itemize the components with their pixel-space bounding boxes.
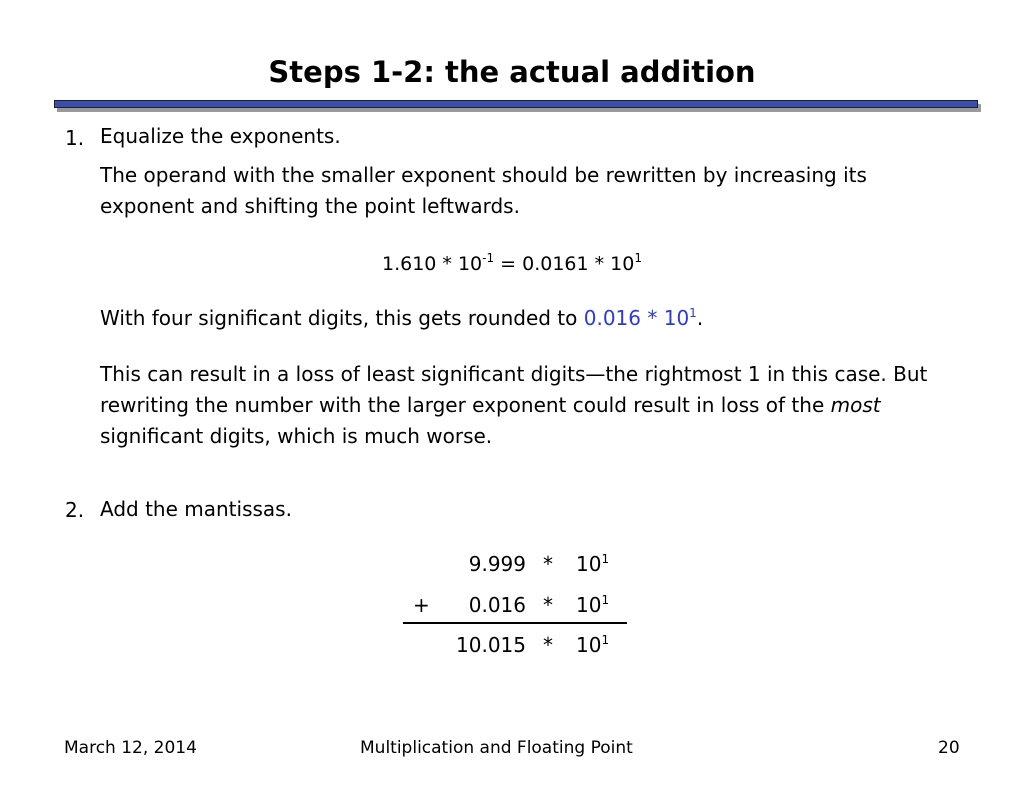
rounded-value-base: 0.016 * 10 [583, 306, 690, 330]
step2-number: 2. [65, 498, 85, 522]
row-base: 10 [576, 593, 602, 617]
equation-rhs: = 0.0161 * 10 [494, 253, 635, 275]
footer-page-number: 20 [938, 738, 960, 758]
rounding-sentence [100, 303, 960, 337]
row-power [576, 550, 609, 581]
loss-explanation [100, 359, 960, 452]
row-base: 10 [576, 552, 602, 576]
rounding-prefix: With four significant digits, this gets rounded to [100, 306, 584, 330]
row-exponent: 1 [601, 633, 610, 647]
plus-sign: + [413, 593, 430, 617]
row-power [576, 591, 609, 622]
row-mantissa: 9.999 [468, 552, 526, 576]
rounded-value [584, 306, 697, 330]
row-exponent: 1 [601, 552, 610, 566]
row-base: 10 [576, 633, 602, 657]
footer-date: March 12, 2014 [64, 738, 197, 758]
step1-description: The operand with the smaller exponent should be rewritten by increasing its exponent and shifting the point leftwards. [100, 163, 867, 218]
loss-explanation-start: This can result in a loss of least significant digits—the rightmost 1 in this case. But rewriting the number with the larger exponent could result in loss of the [100, 362, 928, 417]
row-times: * [543, 633, 553, 657]
row-times: * [543, 593, 553, 617]
footer-course-title: Multiplication and Floating Point [360, 738, 633, 758]
step1-heading: Equalize the exponents. [100, 124, 341, 148]
row-mantissa: 0.016 [468, 593, 526, 617]
step1-number: 1. [65, 126, 85, 150]
equation-lhs: 1.610 * 10 [381, 253, 483, 275]
exponent-equation [0, 250, 1024, 280]
slide-title: Steps 1-2: the actual addition [268, 55, 756, 89]
row-mantissa: 10.015 [456, 633, 526, 657]
title-divider [54, 100, 978, 108]
equation-rhs-exponent: 1 [634, 251, 642, 265]
row-exponent: 1 [601, 593, 610, 607]
emphasis-most: most [830, 393, 881, 417]
loss-explanation-end: significant digits, which is much worse. [100, 424, 493, 448]
row-power [576, 631, 609, 662]
rounded-value-exponent: 1 [689, 306, 697, 320]
step2-heading: Add the mantissas. [100, 497, 292, 521]
sum-underline [403, 622, 627, 624]
rounding-suffix: . [696, 306, 704, 330]
equation-lhs-exponent: -1 [482, 251, 495, 265]
row-times: * [543, 552, 553, 576]
